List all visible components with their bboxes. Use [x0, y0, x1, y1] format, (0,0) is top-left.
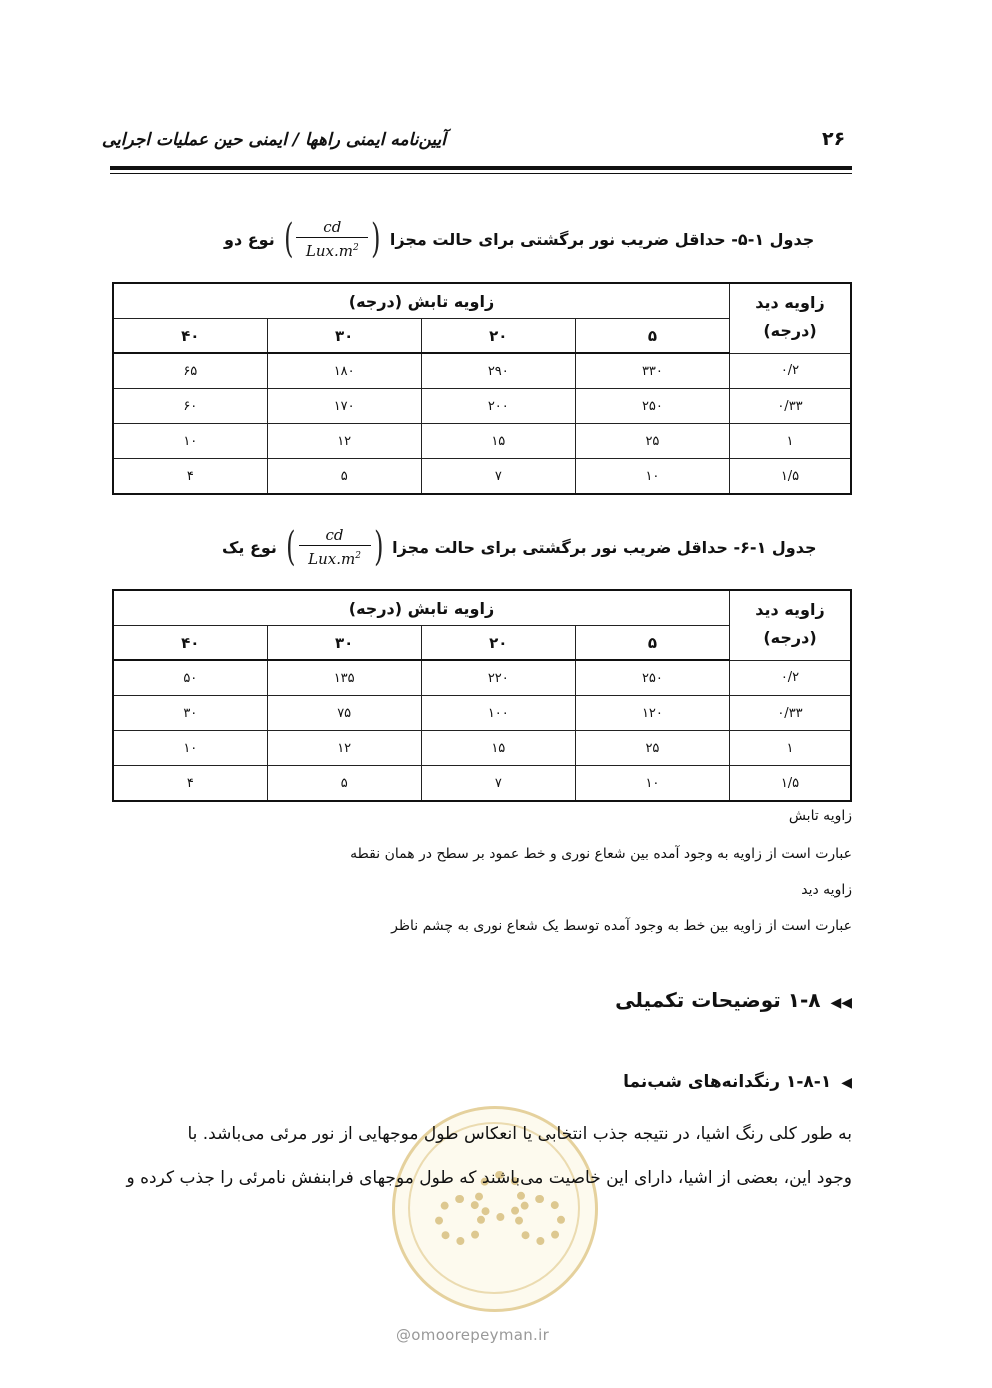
table2-unit-fraction: ( $\frac{cd}{Lux.m^2}$ ): [286, 524, 384, 570]
table1-row-angle: ۱/۵: [730, 459, 852, 495]
table2-corner-line1: زاویه دید: [755, 600, 825, 619]
table1-cell: ۱۵: [421, 424, 575, 459]
table1-cell: ۵: [267, 459, 421, 495]
table-row: [113, 696, 851, 731]
table2-col-header: ۳۰: [267, 626, 421, 661]
table1-unit-denominator: Lux.m: [305, 242, 353, 260]
table2-cell: ۴: [113, 766, 267, 802]
table2-cell: ۱۵: [421, 731, 575, 766]
table1-cell: ۱۰: [575, 459, 729, 495]
table1-cell: ۱۲: [267, 424, 421, 459]
table-row: [113, 389, 851, 424]
table1-unit-numerator: cd: [323, 218, 342, 236]
table1-cell: ۲۵: [575, 424, 729, 459]
table2-caption: [222, 520, 817, 574]
table1-cell: ۲۹۰: [421, 353, 575, 389]
table2-cell: ۷: [421, 766, 575, 802]
table2-group-header: زاویه تابش (درجه): [113, 590, 730, 626]
table2-row-angle: ۱: [730, 731, 852, 766]
table2-cell: ۱۲۰: [575, 696, 729, 731]
table2-unit-numerator: cd: [325, 526, 344, 544]
table2-unit-denominator: Lux.m: [308, 550, 356, 568]
running-header-title: آیین‌نامه ایمنی راهها / ایمنی حین عملیات اجرایی: [101, 130, 446, 150]
table2-cell: ۱۰: [113, 731, 267, 766]
table-row: [113, 766, 851, 802]
table2-row-angle: ۱/۵: [730, 766, 852, 802]
table1-caption-prefix: جدول ۱-۵- حداقل ضریب نور برگشتی برای حالت مجزا: [389, 229, 815, 249]
table1-cell: ۶۵: [113, 353, 267, 389]
table-row: [113, 459, 851, 495]
table2-cell: ۱۳۵: [267, 660, 421, 696]
definition-desc-incidence: عبارت است از زاویه به وجود آمده بین شعاع نوری و خط عمود بر سطح در همان نقطه: [350, 846, 852, 862]
table1-caption: [224, 212, 814, 266]
paragraph-line-2: وجود این، بعضی از اشیا، دارای این خاصیت می‌باشند که طول موجهای فرابنفش نامرئی را جذب کرده و: [126, 1168, 852, 1188]
table1-corner-line2: (درجه): [763, 321, 817, 340]
table2-cell: ۲۵۰: [575, 660, 729, 696]
table2-corner-header: [730, 590, 852, 660]
table1-caption-suffix: نوع دو: [224, 229, 275, 249]
table1: [112, 282, 852, 495]
table1-cell: ۷: [421, 459, 575, 495]
table-row: [113, 353, 851, 389]
table2-corner-line2: (درجه): [763, 628, 817, 647]
table2-cell: ۳۰: [113, 696, 267, 731]
table2-cell: ۱۲: [267, 731, 421, 766]
table-row: [113, 731, 851, 766]
table1-col-header: ۵: [575, 319, 729, 354]
arrow-icon: ◀: [841, 1075, 852, 1091]
table2-col-header: ۵: [575, 626, 729, 661]
table2-cell: ۵: [267, 766, 421, 802]
watermark-ring: [408, 1122, 580, 1294]
table1-cell: ۲۰۰: [421, 389, 575, 424]
table1-cell: ۶۰: [113, 389, 267, 424]
table2: [112, 589, 852, 802]
table2-cell: ۱۰۰: [421, 696, 575, 731]
table1-col-header: ۲۰: [421, 319, 575, 354]
header-rule-thin: [110, 173, 852, 174]
table1-row-angle: ۰/۲: [730, 353, 852, 389]
table2-col-header: ۴۰: [113, 626, 267, 661]
table1-cell: ۱۷۰: [267, 389, 421, 424]
table2-row-angle: ۰/۳۳: [730, 696, 852, 731]
double-arrow-icon: ◀◀: [830, 995, 852, 1011]
page-number: ۲۶: [822, 128, 846, 150]
table2-caption-suffix: نوع یک: [222, 537, 277, 557]
table1-cell: ۳۳۰: [575, 353, 729, 389]
table1-corner-line1: زاویه دید: [755, 293, 825, 312]
table2-cell: ۵۰: [113, 660, 267, 696]
table2-caption-prefix: جدول ۱-۶- حداقل ضریب نور برگشتی برای حالت مجزا: [392, 537, 817, 557]
table1-unit-exponent: 2: [352, 243, 359, 253]
table1-unit-fraction: ( $\frac{cd}{Lux.m^2}$ ): [283, 216, 381, 262]
paragraph-line-1: به طور کلی رنگ اشیا، در نتیجه جذب انتخابی یا انعکاس طول موجهایی از نور مرئی می‌باشد. با: [187, 1124, 852, 1144]
table-row: [113, 660, 851, 696]
header-rule-thick: [110, 166, 852, 170]
definition-term-view: زاویه دید: [801, 882, 852, 898]
definition-desc-view: عبارت است از زاویه بین خط به وجود آمده توسط یک شعاع نوری به چشم ناظر: [391, 918, 852, 934]
section-heading: [615, 988, 852, 1012]
table1-cell: ۴: [113, 459, 267, 495]
table1-col-header: ۳۰: [267, 319, 421, 354]
table2-cell: ۲۵: [575, 731, 729, 766]
table2-cell: ۷۵: [267, 696, 421, 731]
table1-corner-header: [730, 283, 852, 353]
table1-cell: ۱۰: [113, 424, 267, 459]
table1-col-header: ۴۰: [113, 319, 267, 354]
watermark-url: @omoorepeyman.ir: [396, 1326, 550, 1344]
table1-group-header: زاویه تابش (درجه): [113, 283, 730, 319]
subsection-heading: [623, 1072, 852, 1092]
table1-cell: ۲۵۰: [575, 389, 729, 424]
table1-cell: ۱۸۰: [267, 353, 421, 389]
table1-row-angle: ۱: [730, 424, 852, 459]
table-row: [113, 424, 851, 459]
table1-row-angle: ۰/۳۳: [730, 389, 852, 424]
section-title: ۱-۸ توضیحات تکمیلی: [615, 988, 821, 1012]
table2-unit-exponent: 2: [355, 551, 361, 561]
table2-cell: ۲۲۰: [421, 660, 575, 696]
definition-term-incidence: زاویه تابش: [788, 808, 852, 824]
table2-col-header: ۲۰: [421, 626, 575, 661]
table2-row-angle: ۰/۲: [730, 660, 852, 696]
table2-cell: ۱۰: [575, 766, 729, 802]
subsection-title: ۱-۸-۱ رنگدانه‌های شب‌نما: [623, 1072, 832, 1092]
